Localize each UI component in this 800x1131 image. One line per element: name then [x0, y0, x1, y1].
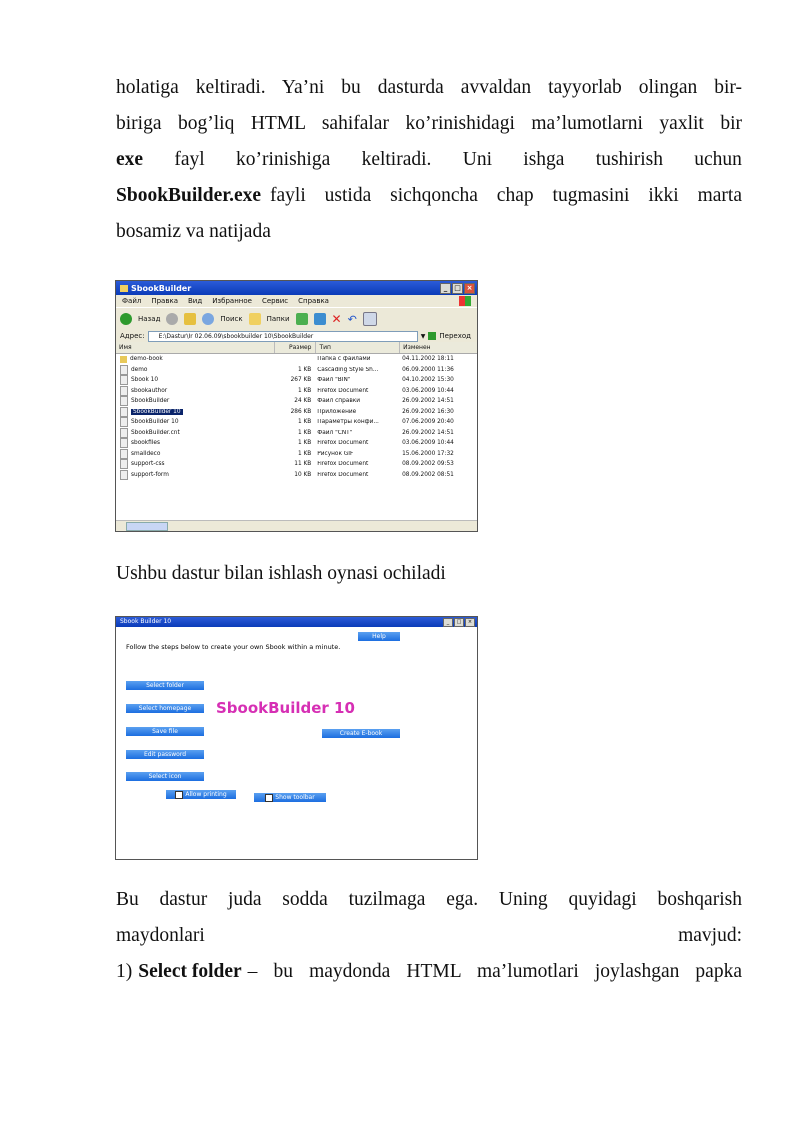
menu-bar — [116, 295, 477, 307]
line-rest: fayli ustida sichqoncha chap tugmasini ikki marta — [270, 185, 742, 206]
file-date: 04.10.2002 15:30 — [402, 377, 454, 384]
word: maydonlari — [116, 925, 205, 946]
file-date: 08.09.2002 08:51 — [402, 471, 454, 478]
file-date: 26.09.2002 14:51 — [402, 429, 454, 436]
file-size: 1 KB — [297, 419, 312, 426]
file-name: SbookBuilder 10 — [133, 408, 181, 415]
column-header — [116, 342, 477, 354]
menu-file[interactable]: Файл — [122, 297, 142, 305]
show-toolbar-checkbox[interactable] — [254, 793, 326, 802]
file-date: 07.06.2009 20:40 — [402, 419, 454, 426]
select-folder-button[interactable]: Select folder — [126, 681, 204, 690]
search-button[interactable]: Поиск — [220, 315, 243, 323]
file-date: 15.06.2000 17:32 — [402, 450, 454, 457]
menu-help[interactable]: Справка — [298, 297, 329, 305]
word: keltiradi. — [361, 149, 432, 170]
delete-icon[interactable]: ✕ — [331, 312, 342, 326]
word: quyidagi — [568, 889, 637, 910]
help-button[interactable]: Help — [358, 632, 400, 641]
file-row[interactable] — [116, 459, 477, 470]
chevron-down-icon[interactable]: ▼ — [420, 332, 426, 340]
file-name: smalldeco — [131, 450, 161, 457]
file-type: Firefox Document — [317, 440, 369, 447]
file-type: Firefox Document — [317, 471, 369, 478]
column-size[interactable]: Размер — [275, 342, 316, 353]
word: fayl — [174, 149, 205, 170]
minimize-button[interactable]: _ — [443, 618, 453, 627]
application-icon — [120, 407, 128, 417]
go-arrow-icon[interactable] — [428, 332, 436, 340]
sbookbuilder-screenshot — [115, 616, 478, 860]
file-size: 286 KB — [290, 408, 312, 415]
back-arrow-icon[interactable] — [120, 313, 132, 325]
undo-icon[interactable]: ↶ — [347, 312, 357, 326]
paragraph-controls — [116, 882, 742, 990]
file-date: 04.11.2002 18:11 — [402, 356, 454, 363]
file-type: Рисунок GIF — [317, 450, 354, 457]
text-line — [116, 142, 742, 178]
file-size: 24 KB — [294, 398, 312, 405]
file-size: 1 KB — [297, 429, 312, 436]
menu-tools[interactable]: Сервис — [261, 297, 289, 305]
file-row[interactable] — [116, 438, 477, 449]
menu-favorites[interactable]: Избранное — [212, 297, 252, 305]
file-type: Папка с файлами — [317, 356, 371, 363]
close-button[interactable]: × — [465, 618, 475, 627]
horizontal-scrollbar[interactable] — [116, 520, 477, 531]
document-icon — [120, 365, 128, 375]
word: sodda — [282, 889, 328, 910]
column-name[interactable]: Имя — [116, 342, 275, 353]
word: Uni — [462, 149, 492, 170]
window-title: SbookBuilder — [131, 283, 192, 293]
text-line: bosamiz va natijada — [116, 221, 271, 242]
explorer-screenshot — [115, 280, 478, 532]
text-line — [116, 954, 742, 990]
word: ishga — [523, 149, 565, 170]
bold-term: exe — [116, 149, 144, 170]
document-icon — [120, 438, 128, 448]
folder-icon — [120, 356, 127, 363]
file-name: support-css — [131, 461, 165, 468]
file-name: SbookBuilder.cnt — [131, 429, 180, 436]
file-size: 267 KB — [290, 377, 312, 384]
folders-icon[interactable] — [249, 313, 261, 325]
file-type: Firefox Document — [317, 461, 369, 468]
window-title: Sbook Builder 10 — [120, 618, 172, 625]
file-row[interactable] — [116, 417, 477, 428]
file-date: 03.06.2009 10:44 — [402, 440, 454, 447]
file-name: sbookfiles — [131, 440, 160, 447]
move-icon[interactable] — [296, 313, 308, 325]
text-line — [116, 882, 742, 918]
text-line — [116, 918, 742, 954]
address-field[interactable]: E:\Dastur\Ir 02.06.09\sbookbuilder 10\SbookBuilder — [148, 331, 418, 342]
file-row-selected[interactable] — [116, 407, 477, 418]
save-file-button[interactable]: Save file — [126, 727, 204, 736]
document-icon — [120, 428, 128, 438]
maximize-button[interactable]: □ — [454, 618, 464, 627]
file-size: 1 KB — [297, 387, 312, 394]
word: mavjud: — [678, 925, 742, 946]
minimize-button[interactable]: _ — [440, 283, 451, 294]
list-number: 1) — [116, 961, 133, 982]
windows-logo-icon — [459, 296, 471, 306]
checkbox-label: Show toolbar — [275, 794, 315, 801]
help-file-icon — [120, 396, 128, 406]
file-row[interactable] — [116, 354, 477, 365]
word: ega. — [446, 889, 479, 910]
word: dastur — [159, 889, 208, 910]
column-type[interactable]: Тип — [316, 342, 400, 353]
file-type: Firefox Document — [317, 387, 369, 394]
checkbox-icon[interactable] — [175, 791, 183, 799]
address-label: Адрес: — [120, 332, 145, 340]
menu-view[interactable]: Вид — [187, 297, 203, 305]
word: uchun — [694, 149, 742, 170]
back-button[interactable]: Назад — [138, 315, 161, 323]
views-icon[interactable] — [363, 312, 377, 326]
window-title-bar — [116, 617, 477, 627]
toolbar — [116, 307, 477, 330]
file-name: demo — [131, 366, 148, 373]
word: tushirish — [595, 149, 663, 170]
maximize-button[interactable]: □ — [452, 283, 463, 294]
text-line: holatiga keltiradi. Ya’ni bu dasturda avvaldan tayyorlab olingan bir- — [116, 77, 742, 98]
up-folder-icon[interactable] — [184, 313, 196, 325]
document-icon — [120, 470, 128, 480]
file-name: SbookBuilder — [131, 398, 170, 405]
file-row[interactable] — [116, 470, 477, 481]
allow-printing-checkbox[interactable] — [166, 790, 236, 799]
address-bar — [116, 330, 477, 342]
file-size: 1 KB — [297, 450, 312, 457]
file-row[interactable] — [116, 428, 477, 439]
folders-button[interactable]: Папки — [266, 315, 290, 323]
file-date: 06.09.2000 11:36 — [402, 366, 454, 373]
create-ebook-button[interactable]: Create E-book — [322, 729, 400, 738]
file-name: SbookBuilder 10 — [131, 419, 179, 426]
file-name: sbookauthor — [131, 387, 168, 394]
file-size: 1 KB — [297, 366, 312, 373]
word: ko’rinishiga — [236, 149, 331, 170]
document-icon — [120, 417, 128, 427]
file-row[interactable] — [116, 396, 477, 407]
word: juda — [227, 889, 262, 910]
document-icon — [120, 375, 128, 385]
bold-term: SbookBuilder.exe — [116, 185, 262, 206]
edit-password-button[interactable]: Edit password — [126, 750, 204, 759]
file-name: demo-book — [130, 356, 163, 363]
folder-icon — [120, 285, 128, 292]
document-icon — [120, 459, 128, 469]
text-line — [116, 178, 742, 214]
checkbox-icon[interactable] — [265, 794, 273, 802]
line-rest: – bu maydonda HTML ma’lumotlari joylashgan papka — [247, 961, 742, 982]
select-icon-button[interactable]: Select icon — [126, 772, 204, 781]
image-icon — [120, 449, 128, 459]
file-type: Cascading Style Sh... — [317, 366, 379, 373]
file-type: Приложение — [317, 408, 357, 415]
file-name: support-form — [131, 471, 169, 478]
file-date: 26.09.2002 14:51 — [402, 398, 454, 405]
app-name: SbookBuilder 10 — [216, 699, 355, 717]
word: boshqarish — [657, 889, 742, 910]
caption: Ushbu dastur bilan ishlash oynasi ochiladi — [116, 563, 446, 584]
file-date: 26.09.2002 16:30 — [402, 408, 454, 415]
file-row[interactable] — [116, 449, 477, 460]
select-homepage-button[interactable]: Select homepage — [126, 704, 204, 713]
file-row[interactable] — [116, 365, 477, 376]
text-line: biriga bog’liq HTML sahifalar ko’rinishidagi ma’lumotlarni yaxlit bir — [116, 113, 742, 134]
word: Bu — [116, 889, 139, 910]
search-icon[interactable] — [202, 313, 214, 325]
file-row[interactable] — [116, 375, 477, 386]
paragraph-intro — [116, 70, 742, 250]
file-date: 03.06.2009 10:44 — [402, 387, 454, 394]
file-type: Файл "BIN" — [317, 377, 351, 384]
go-button[interactable]: Переход — [439, 332, 471, 340]
file-size: 11 KB — [294, 461, 312, 468]
file-size: 10 KB — [294, 471, 312, 478]
file-name: Sbook 10 — [131, 377, 159, 384]
checkbox-label: Allow printing — [185, 791, 227, 798]
copy-icon[interactable] — [314, 313, 326, 325]
bold-term: Select folder — [138, 961, 242, 982]
window-title-bar — [116, 281, 477, 295]
menu-edit[interactable]: Правка — [151, 297, 178, 305]
column-modified[interactable]: Изменен — [403, 344, 431, 351]
file-list — [116, 354, 477, 480]
word: Uning — [498, 889, 548, 910]
document-icon — [120, 386, 128, 396]
file-date: 08.09.2002 09:53 — [402, 461, 454, 468]
close-button[interactable]: × — [464, 283, 475, 294]
word: tuzilmaga — [348, 889, 426, 910]
file-type: Файл "CNT" — [317, 429, 353, 436]
file-type: Файл справки — [317, 398, 361, 405]
file-type: Параметры конфи... — [317, 419, 379, 426]
file-row[interactable] — [116, 386, 477, 397]
instructions-text: Follow the steps below to create your own Sbook within a minute. — [126, 643, 341, 651]
file-size: 1 KB — [297, 440, 312, 447]
forward-arrow-icon[interactable] — [166, 313, 178, 325]
scrollbar-thumb[interactable] — [126, 522, 168, 531]
